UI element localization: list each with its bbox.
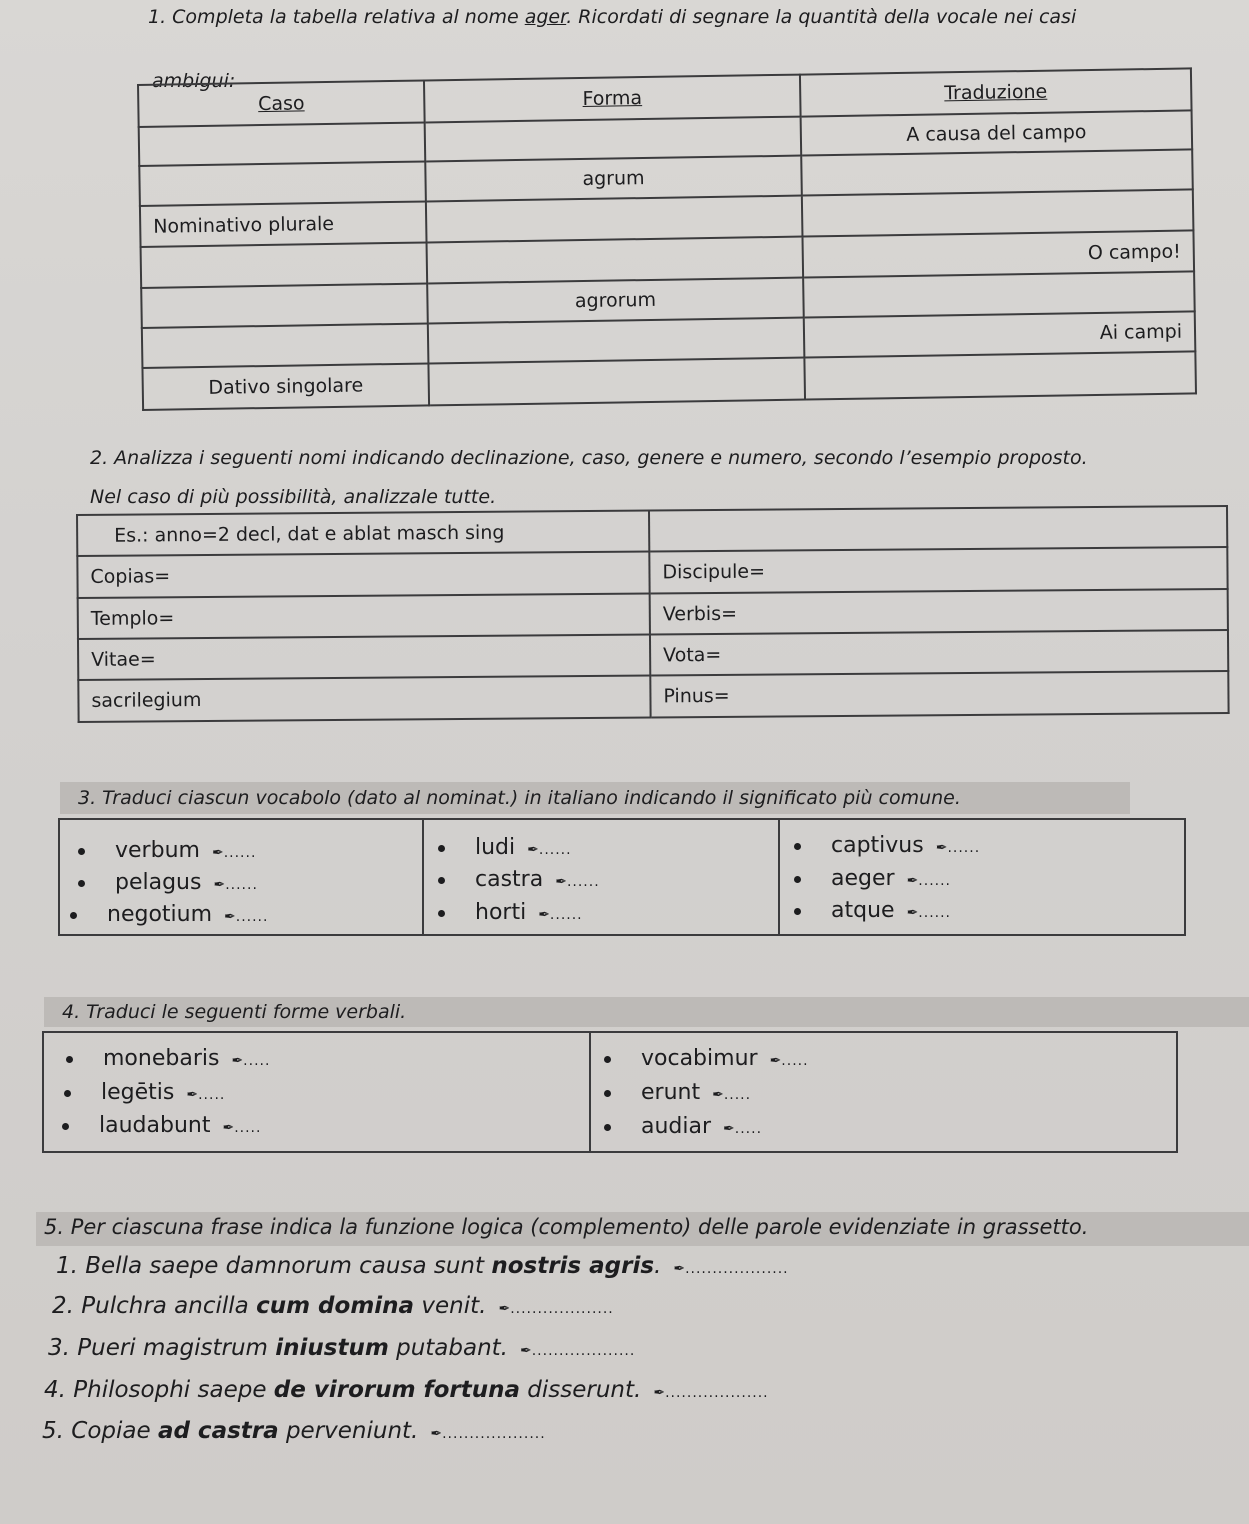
vocab-item[interactable]: captivus ✒...... (794, 833, 980, 858)
table-cell[interactable] (801, 149, 1193, 195)
sentence-item[interactable]: 3. Pueri magistrum iniustum putabant. ✒................... (48, 1335, 636, 1361)
verb-item[interactable]: monebaris ✒..... (66, 1046, 270, 1071)
table-cell[interactable] (803, 271, 1195, 317)
table-cell[interactable]: Dativo singolare (142, 363, 429, 409)
ager-table (137, 67, 1197, 411)
table-cell[interactable]: Vota= (650, 630, 1228, 676)
table-cell[interactable]: A causa del campo (801, 110, 1193, 155)
header-traduzione: Traduzione (800, 68, 1192, 116)
pen-icon: ✒ (906, 905, 919, 921)
ex2-heading: 2. Analizza i seguenti nomi indicando declinazione, caso, genere e numero, secondo l’esempio proposto. (90, 447, 1088, 469)
table-cell[interactable]: Copias= (77, 551, 649, 597)
vocab-item[interactable]: horti ✒...... (438, 900, 583, 925)
table-cell[interactable]: Discipule= (649, 547, 1227, 594)
pen-icon: ✒ (527, 842, 539, 858)
verb-item[interactable]: vocabimur ✒..... (604, 1046, 809, 1071)
pen-icon: ✒ (538, 907, 550, 923)
verb-item[interactable]: audiar ✒..... (604, 1114, 762, 1139)
ex1-heading-word: ager (524, 6, 567, 28)
ex1-heading-line2: ambigui: (152, 70, 236, 92)
table-cell[interactable] (139, 161, 426, 205)
pen-icon: ✒ (769, 1053, 782, 1069)
pen-icon: ✒ (935, 840, 948, 856)
pen-icon: ✒ (673, 1261, 686, 1277)
verb-item[interactable]: laudabunt ✒..... (62, 1113, 261, 1138)
sentence-item[interactable]: 1. Bella saepe damnorum causa sunt nostris agris. ✒................... (56, 1253, 789, 1279)
table-cell[interactable] (426, 196, 803, 243)
vocab-item[interactable]: negotium ✒...... (70, 902, 268, 927)
pen-icon: ✒ (712, 1087, 724, 1103)
verb-item[interactable]: erunt ✒..... (604, 1080, 751, 1105)
pen-icon: ✒ (231, 1053, 244, 1069)
table-cell[interactable]: O campo! (802, 230, 1194, 277)
sentence-item[interactable]: 2. Pulchra ancilla cum domina venit. ✒................... (52, 1293, 614, 1319)
ex2-heading-line2: Nel caso di più possibilità, analizzale tutte. (90, 486, 497, 508)
table-cell[interactable]: sacrilegium (78, 675, 650, 721)
table-cell[interactable] (428, 358, 805, 406)
header-caso: Caso (138, 80, 425, 126)
pen-icon: ✒ (430, 1426, 443, 1442)
ex5-heading: 5. Per ciascuna frase indica la funzione logica (complemento) delle parole evidenziate in grassetto. (44, 1215, 1089, 1239)
example-cell: Es.: anno=2 decl, dat e ablat masch sing (77, 510, 649, 555)
pen-icon: ✒ (520, 1343, 532, 1359)
pen-icon: ✒ (213, 877, 226, 893)
table-cell[interactable] (649, 506, 1227, 552)
table-cell[interactable]: Verbis= (650, 589, 1228, 635)
ex4-heading: 4. Traduci le seguenti forme verbali. (62, 1001, 407, 1023)
table-cell[interactable]: Pinus= (650, 671, 1228, 718)
pen-icon: ✒ (222, 1120, 235, 1136)
ex3-heading: 3. Traduci ciascun vocabolo (dato al nominat.) in italiano indicando il significato più comune. (78, 787, 961, 809)
verb-item[interactable]: legētis ✒..... (64, 1080, 225, 1105)
pen-icon: ✒ (906, 873, 919, 889)
table-cell[interactable] (142, 323, 429, 367)
pen-icon: ✒ (498, 1301, 511, 1317)
table-cell[interactable]: agrum (425, 156, 802, 202)
table-cell[interactable] (804, 351, 1196, 399)
table-cell[interactable]: Vitae= (78, 634, 650, 679)
table-cell[interactable] (802, 189, 1194, 236)
pen-icon: ✒ (211, 845, 224, 861)
table-cell[interactable] (428, 318, 805, 364)
sentence-item[interactable]: 4. Philosophi saepe de virorum fortuna disserunt. ✒................... (44, 1377, 769, 1403)
vocab-item[interactable]: castra ✒...... (438, 867, 600, 892)
table-cell[interactable] (139, 122, 426, 165)
pen-icon: ✒ (653, 1385, 666, 1401)
vocab-item[interactable]: aeger ✒...... (794, 866, 951, 891)
sentence-item[interactable]: 5. Copiae ad castra perveniunt. ✒................... (42, 1418, 546, 1444)
analysis-table (76, 505, 1230, 723)
table-cell[interactable]: Templo= (78, 593, 650, 638)
ex1-heading: 1. Completa la tabella relativa al nome ager. Ricordati di segnare la quantità della vocale nei casi (148, 6, 1077, 28)
vocab-item[interactable]: pelagus ✒...... (78, 870, 258, 895)
pen-icon: ✒ (723, 1121, 735, 1137)
vocab-item[interactable]: verbum ✒...... (78, 838, 256, 863)
table-cell[interactable]: Nominativo plurale (140, 201, 427, 246)
header-forma: Forma (424, 75, 801, 123)
table-cell[interactable] (427, 237, 804, 284)
vocab-item[interactable]: ludi ✒...... (438, 835, 572, 860)
table-cell[interactable] (141, 242, 428, 287)
pen-icon: ✒ (224, 909, 236, 925)
vocab-item[interactable]: atque ✒...... (794, 898, 951, 923)
pen-icon: ✒ (555, 874, 567, 890)
table-cell[interactable] (141, 283, 428, 327)
table-cell[interactable] (425, 117, 802, 162)
table-cell[interactable]: agrorum (427, 278, 804, 324)
pen-icon: ✒ (186, 1087, 199, 1103)
table-cell[interactable]: Ai campi (804, 311, 1196, 357)
